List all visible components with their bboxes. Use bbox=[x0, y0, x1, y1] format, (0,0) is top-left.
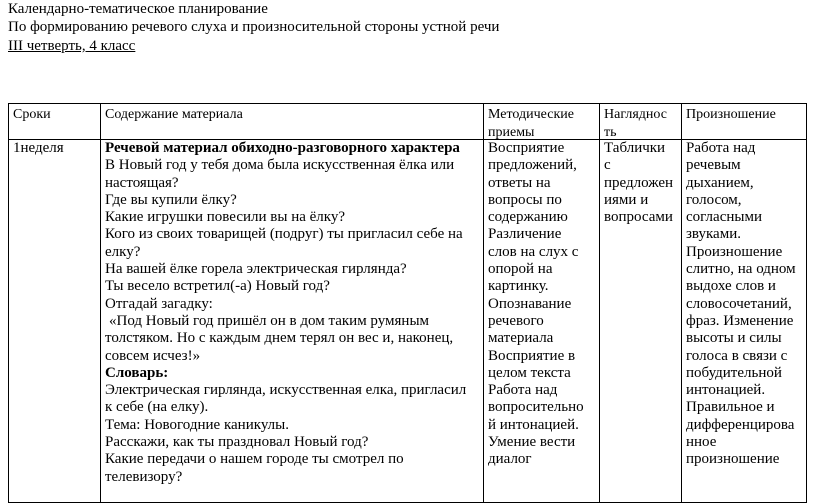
riddle-line: совсем исчез!» bbox=[105, 347, 201, 364]
pronunciation-line: выдохе слов и bbox=[686, 278, 776, 295]
visual-line: предложен bbox=[604, 174, 674, 191]
pronunciation-line: высоты и силы bbox=[686, 330, 782, 347]
pronunciation-line: дифференцирова bbox=[686, 416, 795, 433]
methods-line: й интонацией. bbox=[488, 416, 579, 433]
pronunciation-line: словосочетаний, bbox=[686, 295, 792, 312]
pronunciation-cell bbox=[686, 140, 796, 469]
header-line: приемы bbox=[488, 124, 535, 140]
column-header-visual bbox=[604, 106, 667, 141]
question-line: телевизору? bbox=[105, 468, 183, 485]
methods-line: речевого bbox=[488, 312, 544, 329]
document-period: III четверть, 4 класс bbox=[8, 38, 136, 54]
column-divider bbox=[599, 104, 600, 502]
riddle-line: толстяком. Но с каждым днем терял он вес и, наконец, bbox=[105, 330, 454, 347]
header-line: ть bbox=[604, 124, 617, 140]
document-subtitle: По формированию речевого слуха и произносительной стороны устной речи bbox=[8, 19, 500, 35]
methods-line: Восприятие bbox=[488, 140, 565, 156]
visual-line: иями и bbox=[604, 191, 649, 208]
methods-line: вопросы по bbox=[488, 191, 562, 208]
column-header-content: Содержание материала bbox=[105, 107, 243, 122]
pronunciation-line: согласными bbox=[686, 209, 762, 226]
pronunciation-line: звуками. bbox=[686, 226, 741, 243]
content-line: елку? bbox=[105, 243, 141, 260]
pronunciation-line: Работа над bbox=[686, 140, 756, 156]
pronunciation-line: интонацией. bbox=[686, 382, 766, 399]
pronunciation-line: дыханием, bbox=[686, 174, 754, 191]
column-divider bbox=[100, 104, 101, 502]
vocabulary-heading: Словарь: bbox=[105, 364, 169, 381]
methods-line: вопросительно bbox=[488, 399, 584, 416]
pronunciation-line: нное bbox=[686, 434, 717, 451]
content-line: Отгадай загадку: bbox=[105, 295, 213, 312]
column-header-methods bbox=[488, 106, 574, 141]
content-line: Кого из своих товарищей (подруг) ты пригласил себе на bbox=[105, 226, 463, 243]
methods-line: картинку. bbox=[488, 278, 549, 295]
question-line: Какие передачи о нашем городе ты смотрел по bbox=[105, 451, 404, 468]
header-line: Нагляднос bbox=[604, 107, 667, 122]
methods-line: Различение bbox=[488, 226, 562, 243]
pronunciation-line: произношение bbox=[686, 451, 780, 468]
column-header-pronunciation: Произношение bbox=[686, 107, 776, 122]
methods-line: предложений, bbox=[488, 157, 577, 174]
pronunciation-line: Правильное и bbox=[686, 399, 775, 416]
term-cell: 1неделя bbox=[13, 140, 64, 156]
methods-line: целом текста bbox=[488, 364, 571, 381]
methods-line: содержанию bbox=[488, 209, 568, 226]
header-line: Методические bbox=[488, 107, 574, 122]
pronunciation-line: голосом, bbox=[686, 191, 742, 208]
content-cell bbox=[105, 140, 466, 486]
pronunciation-line: побудительной bbox=[686, 364, 782, 381]
topic-line: Тема: Новогодние каникулы. bbox=[105, 416, 289, 433]
methods-line: Умение вести bbox=[488, 434, 576, 451]
planning-table bbox=[8, 103, 807, 503]
content-heading: Речевой материал обиходно-разговорного характера bbox=[105, 140, 460, 156]
column-header-term: Сроки bbox=[13, 107, 51, 122]
column-divider bbox=[483, 104, 484, 502]
document-title: Календарно-тематическое планирование bbox=[8, 1, 268, 17]
pronunciation-line: голоса в связи с bbox=[686, 347, 788, 364]
content-line: Какие игрушки повесили вы на ёлку? bbox=[105, 209, 346, 226]
question-line: Расскажи, как ты праздновал Новый год? bbox=[105, 434, 369, 451]
visual-line: с bbox=[604, 157, 611, 174]
visual-line: вопросами bbox=[604, 209, 673, 226]
visual-aids-cell bbox=[604, 140, 673, 226]
methods-line: Опознавание bbox=[488, 295, 572, 312]
pronunciation-line: Произношение bbox=[686, 243, 783, 260]
vocabulary-line: к себе (на елку). bbox=[105, 399, 209, 416]
content-line: настоящая? bbox=[105, 174, 179, 191]
content-line: Ты весело встретил(-а) Новый год? bbox=[105, 278, 330, 295]
vocabulary-line: Электрическая гирлянда, искусственная елка, пригласил bbox=[105, 382, 467, 399]
methods-line: Работа над bbox=[488, 382, 558, 399]
content-line: Где вы купили ёлку? bbox=[105, 191, 237, 208]
methods-line: опорой на bbox=[488, 261, 553, 278]
methods-cell bbox=[488, 140, 584, 469]
methods-line: слов на слух с bbox=[488, 243, 579, 260]
pronunciation-line: слитно, на одном bbox=[686, 261, 796, 278]
content-line: На вашей ёлке горела электрическая гирлянда? bbox=[105, 261, 407, 278]
methods-line: материала bbox=[488, 330, 554, 347]
methods-line: Восприятие в bbox=[488, 347, 576, 364]
content-line: В Новый год у тебя дома была искусственная ёлка или bbox=[105, 157, 455, 174]
pronunciation-line: фраз. Изменение bbox=[686, 312, 794, 329]
methods-line: диалог bbox=[488, 451, 532, 468]
visual-line: Таблички bbox=[604, 140, 666, 156]
riddle-line: «Под Новый год пришёл он в дом таким румяным bbox=[109, 312, 430, 329]
methods-line: ответы на bbox=[488, 174, 551, 191]
column-divider bbox=[681, 104, 682, 502]
pronunciation-line: речевым bbox=[686, 157, 741, 174]
